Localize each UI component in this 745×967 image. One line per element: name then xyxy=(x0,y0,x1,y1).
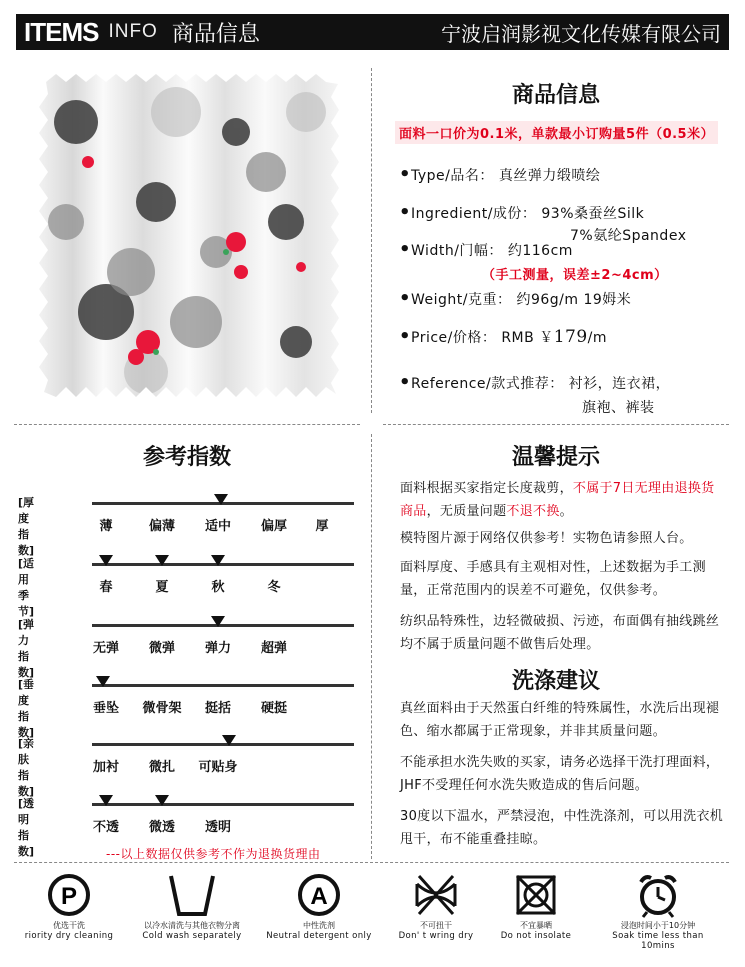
price-notice: 面料一口价为0.1米，单款最小订购量5件（0.5米） xyxy=(395,121,718,144)
scale-marker xyxy=(155,555,169,566)
scale-label: [适用季节] xyxy=(18,557,35,618)
scale-option: 微弹 xyxy=(148,641,176,656)
scale-option: 微骨架 xyxy=(142,701,182,716)
soak-time-icon xyxy=(635,872,681,918)
scale-marker xyxy=(214,494,228,505)
scale-option: 微透 xyxy=(148,820,176,835)
scale-label: [透明指数] xyxy=(18,797,35,858)
scale-option: 秋 xyxy=(211,580,225,595)
scale-marker xyxy=(222,735,236,746)
spec-reference-2: 旗袍、裤装 xyxy=(582,400,655,416)
divider-footer xyxy=(14,862,729,863)
care-icon-cold-wash: 以冷水清洗与其他衣物分离 Cold wash separately xyxy=(132,872,252,941)
scale-option: 夏 xyxy=(155,580,169,595)
tips-title: 温馨提示 xyxy=(511,445,600,470)
scale-option: 偏厚 xyxy=(260,519,288,534)
tip-paragraph-4: 纺织品特殊性，边轻微破损、污迹，布面偶有抽线跳丝均不属于质量问题不做售后处理。 xyxy=(400,614,720,652)
wash-paragraph-2: 不能承担水洗失败的买家，请务必选择干洗打理面料，JHF不受理任何水洗失败造成的售后问题。 xyxy=(400,755,720,793)
spec-width: •Width/门幅： 约116cm xyxy=(399,239,573,260)
care-icon-soak-time: 浸泡时间小于10分钟 Soak time less than 10mins xyxy=(598,872,718,951)
scale-option: 透明 xyxy=(204,820,232,835)
cold-wash-icon xyxy=(167,872,217,918)
divider-top-vertical xyxy=(371,68,372,413)
spec-weight: •Weight/克重： 约96g/m 19姆米 xyxy=(399,288,632,309)
scale-option: 春 xyxy=(99,580,113,595)
care-icon-no-insolate: 不宜暴晒 Do not insolate xyxy=(476,872,596,941)
scale-line xyxy=(92,684,354,687)
care-icon-neutral-detergent: A 中性洗剂 Neutral detergent only xyxy=(259,872,379,941)
neutral-detergent-icon xyxy=(296,872,342,918)
scale-label: [亲肤指数] xyxy=(18,737,35,798)
disclaimer-note: ---以上数据仅供参考不作为退换货理由 xyxy=(106,847,321,861)
scale-option: 偏薄 xyxy=(148,519,176,534)
svg-text:A: A xyxy=(310,883,328,910)
no-insolate-icon xyxy=(513,872,559,918)
scale-option: 薄 xyxy=(99,519,113,534)
fabric-swatch-image xyxy=(36,72,341,400)
scale-option: 厚 xyxy=(315,519,329,534)
divider-left-horizontal xyxy=(14,424,360,425)
scale-option: 挺括 xyxy=(204,701,232,716)
scale-marker xyxy=(211,555,225,566)
tip-paragraph-1: 面料根据买家指定长度裁剪，不属于7日无理由退换货商品，无质量问题不退不换。 xyxy=(400,481,715,519)
product-info-title: 商品信息 xyxy=(511,83,600,108)
divider-bottom-vertical xyxy=(371,434,372,859)
tip-paragraph-2: 模特图片源于网络仅供参考！实物色请参照人台。 xyxy=(400,531,693,546)
reference-index-title: 参考指数 xyxy=(142,445,231,470)
scale-marker xyxy=(96,676,110,687)
care-icon-no-wring: 不可扭干 Don' t wring dry xyxy=(376,872,496,941)
scale-option: 弹力 xyxy=(204,641,232,656)
scale-label: [弹力指数] xyxy=(18,618,35,679)
wash-title: 洗涤建议 xyxy=(511,669,600,694)
scale-option: 适中 xyxy=(204,519,232,534)
scale-option: 垂坠 xyxy=(92,701,120,716)
scale-label: [厚度指数] xyxy=(18,496,35,557)
scale-option: 超弹 xyxy=(260,641,288,656)
scale-marker xyxy=(155,795,169,806)
scale-option: 冬 xyxy=(267,580,281,595)
scale-marker xyxy=(99,555,113,566)
scale-option: 无弹 xyxy=(92,641,120,656)
scale-option: 加衬 xyxy=(92,760,120,775)
scale-option: 不透 xyxy=(92,820,120,835)
svg-text:P: P xyxy=(60,883,78,910)
spec-ingredient: •Ingredient/成份： 93%桑蚕丝Silk xyxy=(399,202,645,223)
spec-reference: •Reference/款式推荐： 衬衫，连衣裙， xyxy=(399,372,671,393)
header-info: INFO xyxy=(108,21,158,42)
wash-paragraph-1: 真丝面料由于天然蛋白纤维的特殊属性，水洗后出现褪色、缩水都属于正常现象，并非其质量问题。 xyxy=(400,701,720,739)
spec-width-note: （手工测量，误差±2~4cm） xyxy=(482,268,668,283)
no-wring-icon xyxy=(411,872,461,918)
header-items: ITEMS xyxy=(24,16,99,47)
care-icon-dry-clean: P 优选干洗 riority dry cleaning xyxy=(9,872,129,941)
scale-option: 可贴身 xyxy=(198,760,238,775)
tip-paragraph-3: 面料厚度、手感具有主观相对性，上述数据为手工测量，正常范围内的误差不可避免，仅供参考。 xyxy=(400,560,706,598)
scale-marker xyxy=(99,795,113,806)
spec-ingredient-2: 7%氨纶Spandex xyxy=(570,228,687,244)
price-value: 179 xyxy=(553,327,588,347)
spec-type: •Type/品名： 真丝弹力缎喷绘 xyxy=(399,164,601,185)
scale-label: [垂度指数] xyxy=(18,678,35,739)
header-bar xyxy=(16,14,729,50)
spec-price: •Price/价格： RMB ￥179/m xyxy=(399,326,608,347)
scale-option: 硬挺 xyxy=(260,701,288,716)
wash-paragraph-3: 30度以下温水，严禁浸泡，中性洗涤剂，可以用洗衣机甩干，布不能重叠挂晾。 xyxy=(400,809,724,847)
scale-option: 微扎 xyxy=(148,760,176,775)
scale-marker xyxy=(211,616,225,627)
header-title: 商品信息 xyxy=(171,21,260,47)
scale-line xyxy=(92,803,354,806)
divider-right-horizontal xyxy=(383,424,729,425)
dry-clean-p-icon xyxy=(46,872,92,918)
company-name: 宁波启润影视文化传媒有限公司 xyxy=(441,21,721,46)
